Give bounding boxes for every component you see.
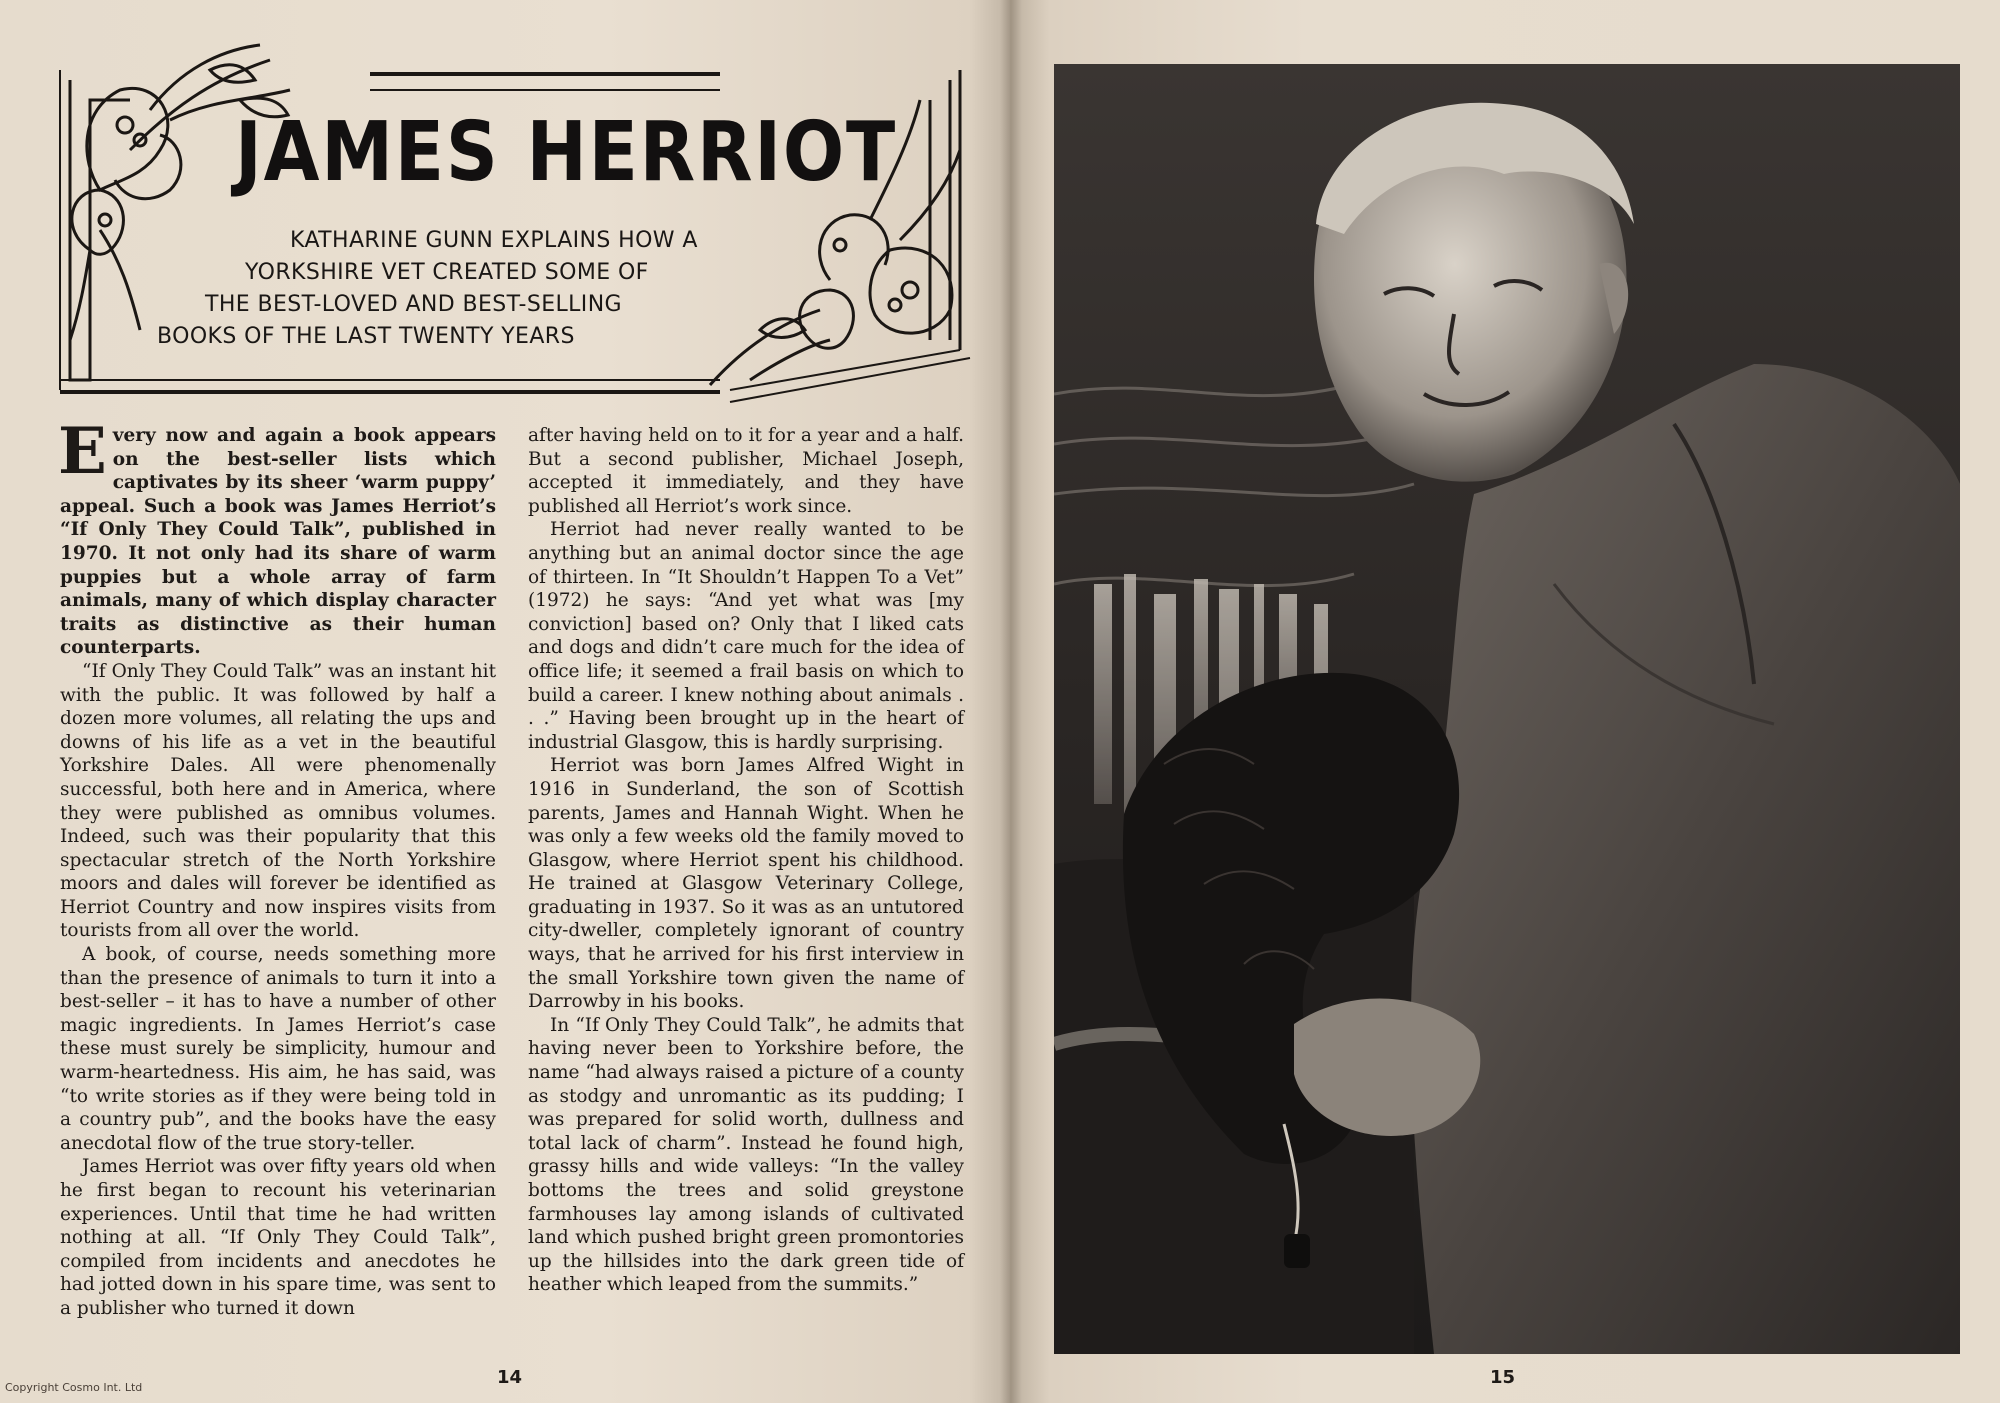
body-paragraph: James Herriot was over fifty years old when he first began to recount his veterinarian experiences. Until that time he had written nothing at all. “If Only They Could Talk”, compiled from incidents and anecdotes he had jotted down in his spare time, was sent to a publisher who turned it down <box>60 1156 496 1319</box>
standfirst-line: BOOKS OF THE LAST TWENTY YEARS <box>157 324 575 349</box>
portrait-photo <box>1054 64 1960 1354</box>
body-paragraph: In “If Only They Could Talk”, he admits that having never been to Yorkshire before, the name “had always raised a picture of a county as stodgy and unromantic as its pudding; I was prepared for solid worth, dullness and total lack of charm”. Instead he found high, grassy hills and wide valleys: “In the valley bottoms the trees and solid greystone farmhouses lay among islands of cultivated land which pushed bright green promontories up the hillsides into the dark green tide of heather which leaped from the summits.” <box>528 1014 964 1296</box>
page-number-right: 15 <box>1490 1367 1516 1388</box>
body-paragraph: Herriot had never really wanted to be anything but an animal doctor since the age of thirteen. In “It Shouldn’t Happen To a Vet” (1972) he says: “And yet what was [my conviction] based on? Only that I liked cats and dogs and didn’t care much for the idea of office life; it seemed a frail basis on which to build a career. I knew nothing about animals . . .” Having been brought up in the heart of industrial Glasgow, this is hardly surprising. <box>528 519 964 753</box>
lead-paragraph <box>58 414 496 660</box>
body-paragraph: Herriot was born James Alfred Wight in 1916 in Sunderland, the son of Scottish parents, James and Hannah Wight. When he was only a few weeks old the family moved to Glasgow, where Herriot spent his childhood. He trained at Glasgow Veterinary College, graduating in 1937. So it was as an untutored city-dweller, completely ignorant of country ways, that he arrived for his first interview in the small Yorkshire town given the name of Darrowby in his books. <box>528 755 964 1013</box>
standfirst-line: KATHARINE GUNN EXPLAINS HOW A <box>290 228 698 253</box>
standfirst-line: THE BEST-LOVED AND BEST-SELLING <box>205 292 623 317</box>
portrait-photo-image <box>1054 64 1960 1354</box>
spine-gutter <box>1000 0 1022 1403</box>
copyright-credit: Copyright Cosmo Int. Ltd <box>5 1381 143 1394</box>
page-number-left: 14 <box>497 1367 523 1388</box>
body-paragraph: A book, of course, needs something more than the presence of animals to turn it into a best-seller – it has to have a number of other magic ingredients. In James Herriot’s case these must surely be simplicity, humour and warm-heartedness. His aim, he has said, was “to write stories as if they were being told in a country pub”, and the books have the easy anecdotal flow of the true story-teller. <box>60 944 496 1154</box>
body-paragraph: “If Only They Could Talk” was an instant hit with the public. It was followed by half a dozen more volumes, all relating the ups and downs of his life as a vet in the beautiful Yorkshire Dales. All were phenomenally successful, both here and in America, where they were published as omnibus volumes. Indeed, such was their popularity that this spectacular stretch of the North Yorkshire moors and dales will forever be identified as Herriot Country and now inspires visits from tourists from all over the world. <box>60 660 496 942</box>
body-paragraph: after having held on to it for a year and a half. But a second publisher, Michael Joseph, accepted it immediately, and they have published all Herriot’s work since. <box>528 425 964 517</box>
text-column-1 <box>58 414 496 1321</box>
drop-cap: E <box>58 414 107 489</box>
text-column-2 <box>528 424 964 1297</box>
article-headline: JAMES HERRIOT <box>235 105 898 200</box>
standfirst-line: YORKSHIRE VET CREATED SOME OF <box>245 260 649 285</box>
lead-paragraph-text: very now and again a book appears on the best-seller lists which captivates by its sheer ‘warm puppy’ appeal. Such a book was James Herriot’s “If Only They Could Talk”, published in 1970. It not only had its share of warm puppies but a whole array of farm animals, many of which display character traits as distinctive as their human counterparts. <box>60 425 496 659</box>
